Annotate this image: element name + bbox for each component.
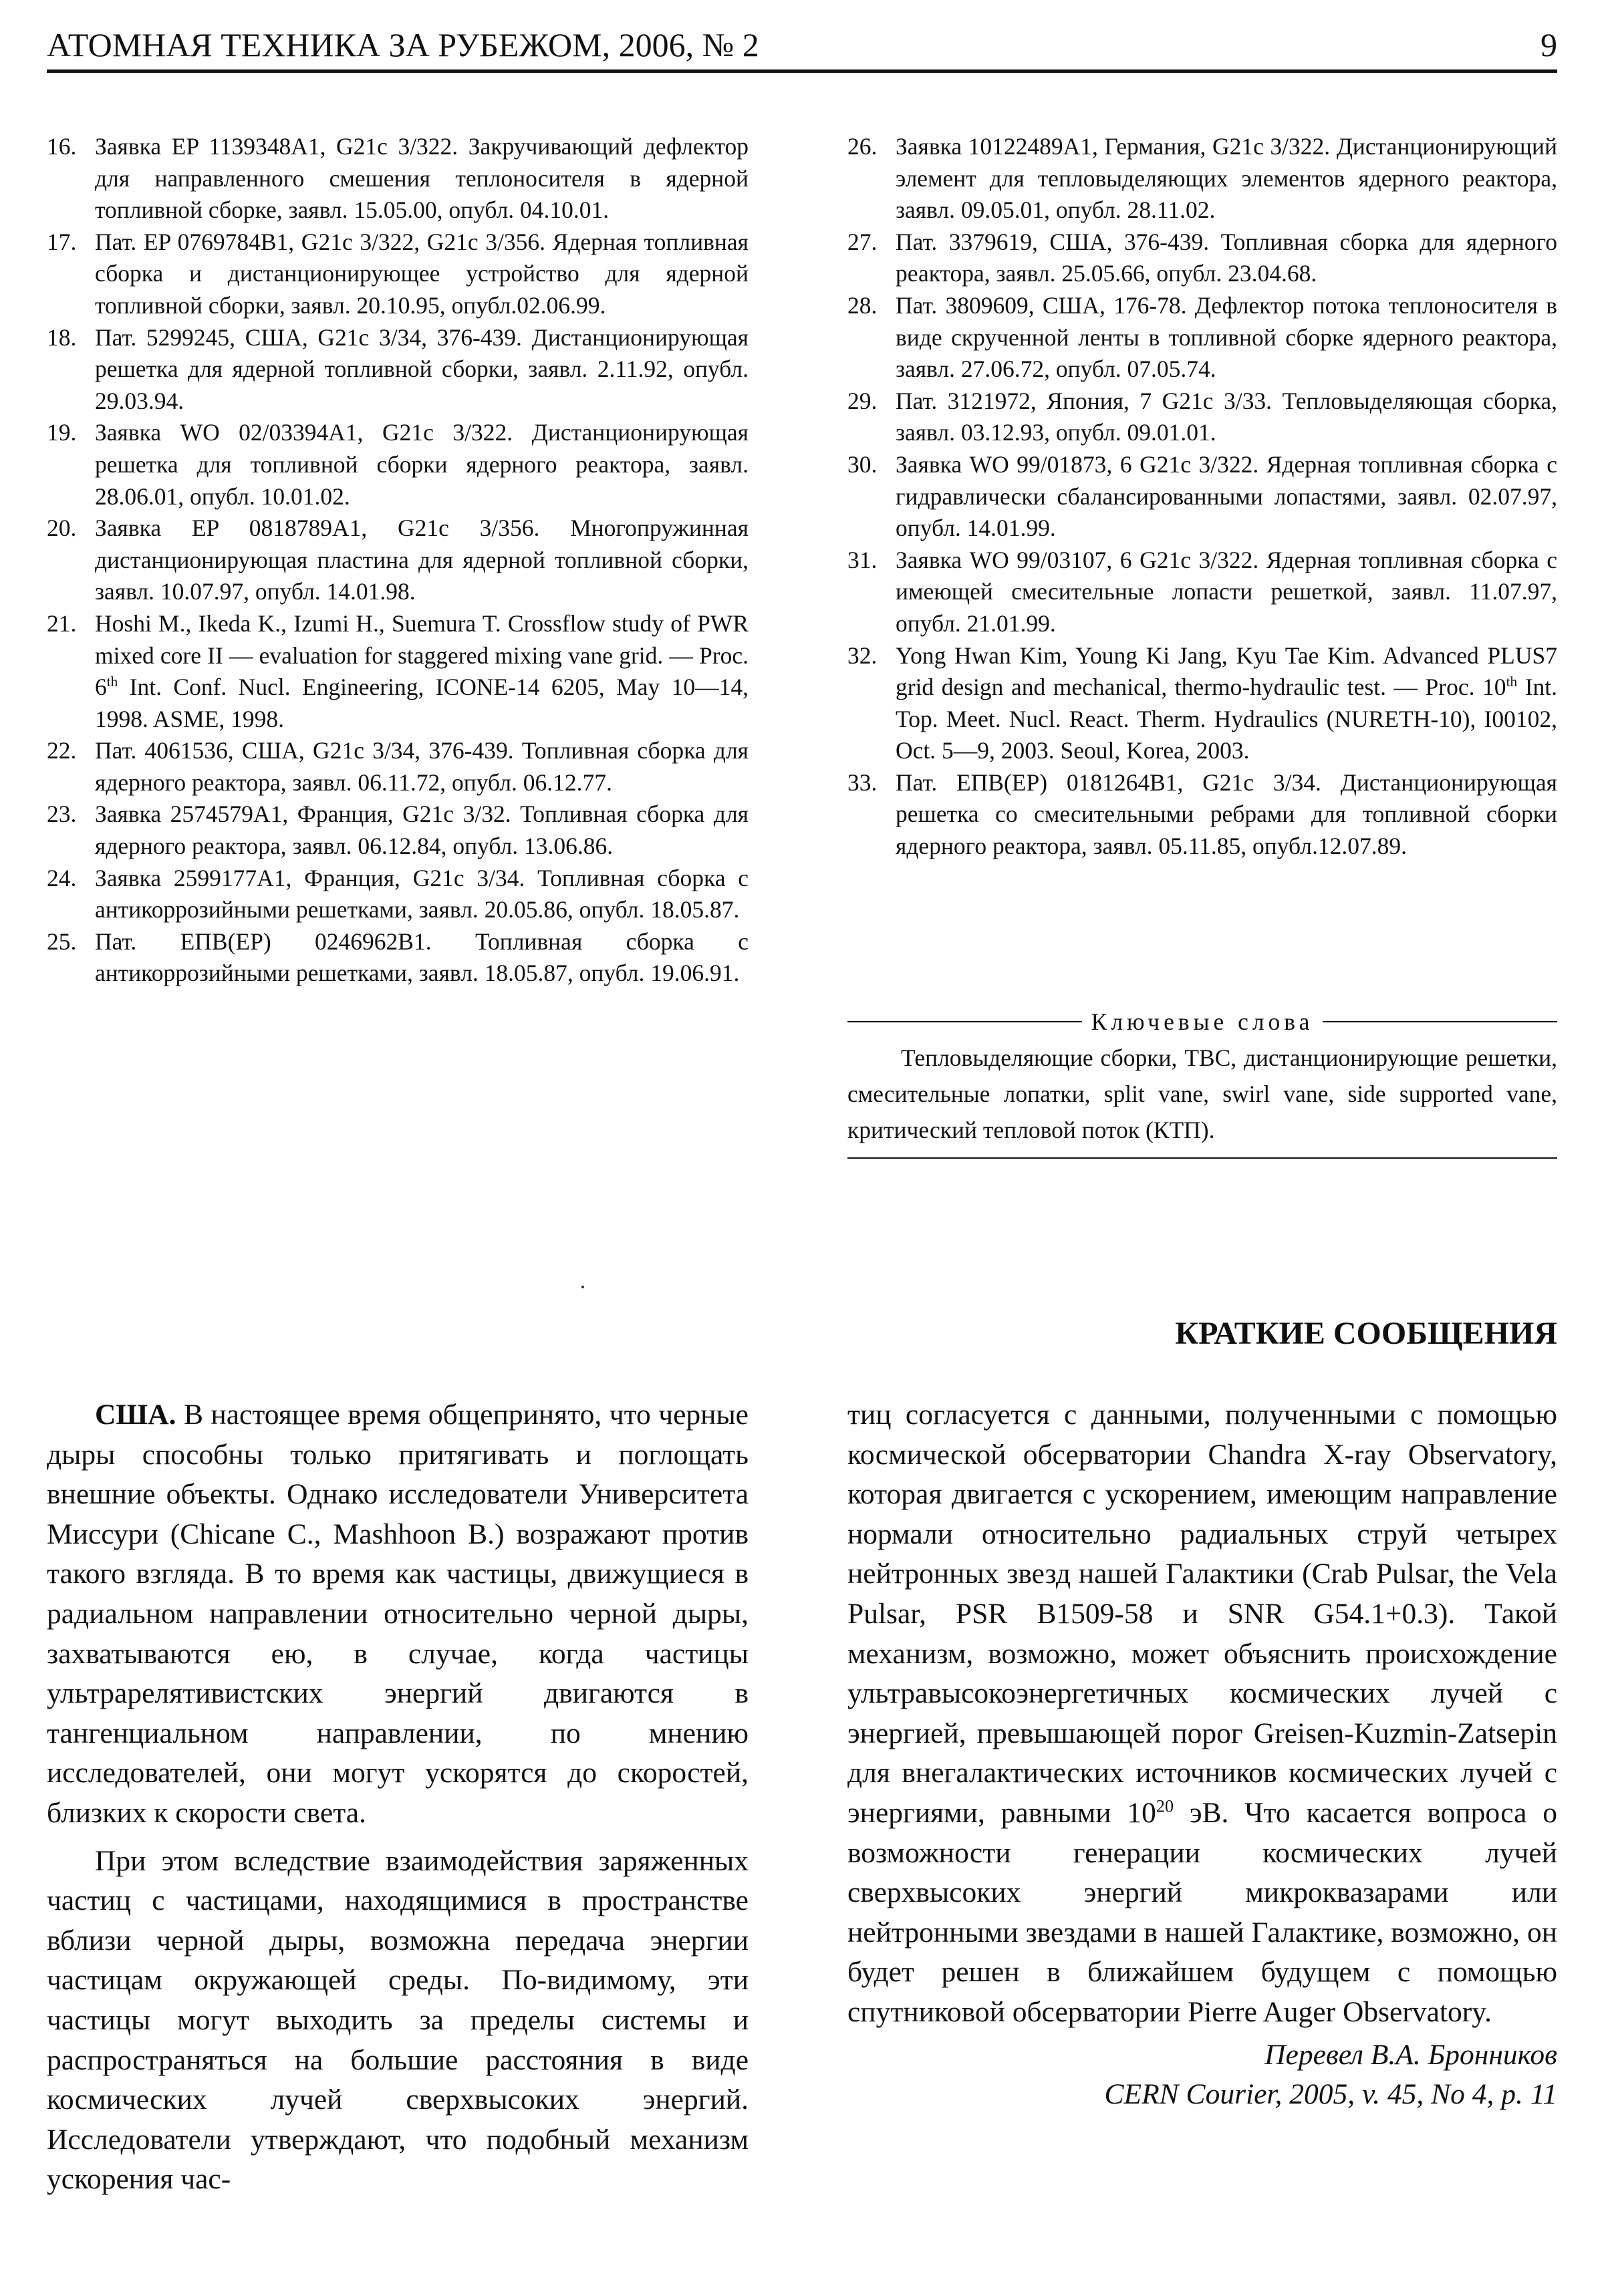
superscript: th — [1506, 674, 1518, 690]
references-left-column — [47, 131, 749, 990]
reference-item — [47, 863, 749, 926]
reference-text: Заявка 2574579A1, Франция, G21c 3/32. Топливная сборка для ядерного реактора, заявл. 06.12.84, опубл. 13.06.86. — [95, 801, 749, 860]
keywords-text: Тепловыделяющие сборки, ТВС, дистанционирующие решетки, смесительные лопатки, split vane, swirl vane, side supported vane, критический тепловой поток (КТП). — [847, 1044, 1557, 1143]
reference-item — [47, 131, 749, 227]
reference-item — [47, 735, 749, 799]
superscript: 20 — [1156, 1796, 1174, 1816]
reference-text-part: Int. Conf. Nucl. Engineering, ICONE-14 6205, May 10—14, 1998. ASME, 1998. — [95, 674, 749, 732]
reference-text: Пат. EP 0769784B1, G21c 3/322, G21c 3/356. Ядерная топливная сборка и дистанционирующее устройство для ядерной топливной сборки, заявл. 20.10.95, опубл.02.06.99. — [95, 228, 749, 319]
reference-item — [847, 131, 1557, 227]
reference-text-part: Hoshi M., Ikeda K., Izumi H., Suemura T. Crossflow study of PWR mixed core II — evaluation for staggered mixing vane grid. — Proc. 6 — [95, 609, 749, 701]
reference-text — [95, 608, 749, 735]
reference-text: Заявка EP 0818789A1, G21c 3/356. Многопружинная дистанционирующая пластина для ядерной топливной сборки, заявл. 10.07.97, опубл. 14.01.98. — [95, 515, 749, 605]
running-header — [47, 25, 1557, 73]
paragraph-text: тиц согласуется с данными, полученными с помощью космической обсерватории Chandra X-ray Observatory, которая двигается с ускорением, имеющим направление нормали относительно радиальных струй четырех нейтронных звезд нашей Галактики (Crab Pulsar, the Vela Pulsar, PSR B1509-58 и SNR G54.1+0.3). Такой механизм, возможно, может объяснить происхождение ультравысокоэнергетичных космических лучей с энергией, превышающей порог Greisen-Kuzmin-Zatsepin для внегалактических источников космических лучей с энергиями, равными 10 — [847, 1399, 1557, 1829]
keywords-caption — [847, 1004, 1557, 1040]
page-number: 9 — [1541, 26, 1557, 63]
reference-text: Пат. 3121972, Япония, 7 G21c 3/33. Тепловыделяющая сборка, заявл. 03.12.93, опубл. 09.01.01. — [896, 387, 1557, 446]
divider — [1323, 1021, 1557, 1022]
divider — [847, 1021, 1082, 1022]
reference-number: 17. — [47, 228, 77, 255]
reference-item — [47, 227, 749, 322]
reference-number: 24. — [47, 864, 77, 891]
paragraph — [47, 1395, 749, 1834]
reference-item — [47, 926, 749, 990]
reference-item — [847, 545, 1557, 640]
reference-text: Заявка 10122489A1, Германия, G21c 3/322. Дистанционирующий элемент для тепловыделяющих элементов ядерного реактора, заявл. 09.05.01, опубл. 28.11.02. — [896, 133, 1557, 224]
reference-number: 33. — [847, 768, 878, 796]
reference-item — [847, 449, 1557, 545]
reference-number: 30. — [847, 450, 878, 478]
reference-text: Заявка EP 1139348A1, G21c 3/322. Закручивающий дефлектор для направленного смешения теплоносителя в ядерной топливной сборке, заявл. 15.05.00, опубл. 04.10.01. — [95, 133, 749, 224]
reference-item — [847, 290, 1557, 386]
reference-item — [847, 227, 1557, 290]
reference-number: 16. — [47, 133, 77, 160]
section-title: КРАТКИЕ СООБЩЕНИЯ — [1175, 1316, 1557, 1351]
reference-number: 31. — [847, 546, 878, 573]
paragraph-text: В настоящее время общепринято, что черные дыры способны только притягивать и поглощать внешние объекты. Однако исследователи Университета Миссури (Chicane C., Mashhoon B.) возражают против такого взгляда. В то время как частицы, движущиеся в радиальном направлении относительно черной дыры, захватываются ею, в случае, когда частицы ультрарелятивистских энергий двигаются в тангенциальном направлении, по мнению исследователей, они могут ускорятся до скоростей, близких к скорости света. — [47, 1399, 749, 1829]
superscript: th — [106, 674, 118, 690]
reference-text: Заявка WO 99/03107, 6 G21c 3/322. Ядерная топливная сборка с имеющей смесительные лопасти решеткой, заявл. 11.07.97, опубл. 21.01.99. — [896, 546, 1557, 637]
keywords-label: Ключевые слова — [1091, 1008, 1314, 1035]
reference-text: Заявка 2599177A1, Франция, G21c 3/34. Топливная сборка с антикоррозийными решетками, заявл. 20.05.86, опубл. 18.05.87. — [95, 864, 749, 923]
paragraph-text: эВ. Что касается вопроса о возможности генерации космических лучей сверхвысоких энергий микроквазарами или нейтронными звездами в нашей Галактике, возможно, он будет решен в ближайшем будущем с помощью спутниковой обсерватории Pierre Auger Observatory. — [847, 1796, 1557, 2028]
reference-text: Пат. 4061536, США, G21c 3/34, 376-439. Топливная сборка для ядерного реактора, заявл. 06.11.72, опубл. 06.12.77. — [95, 737, 749, 796]
paragraph: При этом вследствие взаимодействия заряженных частиц с частицами, находящимися в пространстве вблизи черной дыры, возможна передача энергии частицам окружающей среды. По-видимому, эти частицы могут выходить за пределы системы и распространяться на большие расстояния в виде космических лучей сверхвысоких энергий. Исследователи утверждают, что подобный механизм ускорения час- — [47, 1844, 749, 2196]
reference-text-part: Int. Top. Meet. Nucl. React. Therm. Hydraulics (NURETH-10), I00102, Oct. 5—9, 2003. Seoul, Korea, 2003. — [896, 674, 1557, 764]
journal-title: АТОМНАЯ ТЕХНИКА ЗА РУБЕЖОМ, 2006, № 2 — [47, 26, 759, 63]
reference-text: Пат. ЕПВ(EP) 0246962B1. Топливная сборка с антикоррозийными решетками, заявл. 18.05.87, опубл. 19.06.91. — [95, 927, 749, 987]
translator-credit: Перевел В.А. Бронников — [1264, 2038, 1557, 2071]
reference-number: 21. — [47, 609, 77, 637]
keywords-box — [847, 1004, 1557, 1159]
reference-number: 25. — [47, 927, 77, 955]
source-citation: CERN Courier, 2005, v. 45, No 4, p. 11 — [1104, 2078, 1557, 2111]
article-left-column — [47, 1395, 749, 2200]
reference-text: Пат. 5299245, США, G21c 3/34, 376-439. Дистанционирующая решетка для ядерной топливной сборки, заявл. 2.11.92, опубл. 29.03.94. — [95, 323, 749, 414]
paragraph — [847, 1395, 1557, 2033]
reference-number: 28. — [847, 291, 878, 319]
reference-number: 23. — [47, 801, 77, 828]
reference-text — [896, 640, 1557, 767]
reference-number: 32. — [847, 641, 878, 669]
reference-item — [47, 608, 749, 735]
reference-number: 18. — [47, 323, 77, 351]
reference-text: Заявка WO 02/03394A1, G21c 3/322. Дистанционирующая решетка для топливной сборки ядерного реактора, заявл. 28.06.01, опубл. 10.01.02. — [95, 419, 749, 510]
reference-number: 19. — [47, 419, 77, 446]
reference-text: Заявка WO 99/01873, 6 G21c 3/322. Ядерная топливная сборка с гидравлически сбалансированными лопастями, заявл. 02.07.97, опубл. 14.01.99. — [896, 450, 1557, 542]
reference-number: 29. — [847, 387, 878, 414]
reference-item — [847, 640, 1557, 767]
reference-item — [47, 513, 749, 608]
reference-number: 22. — [47, 737, 77, 764]
reference-number: 27. — [847, 228, 878, 255]
references-right-column — [847, 131, 1557, 863]
article-right-column — [847, 1395, 1557, 2115]
reference-item — [47, 322, 749, 418]
reference-item — [47, 417, 749, 513]
paragraph-lead: США. — [95, 1399, 176, 1431]
reference-number: 20. — [47, 515, 77, 542]
reference-number: 26. — [847, 133, 878, 160]
reference-item — [847, 386, 1557, 449]
reference-item — [47, 799, 749, 862]
reference-text: Пат. ЕПВ(EP) 0181264B1, G21c 3/34. Дистанционирующая решетка со смесительными ребрами для топливной сборки ядерного реактора, заявл. 05.11.85, опубл.12.07.89. — [896, 768, 1557, 860]
reference-text: Пат. 3809609, США, 176-78. Дефлектор потока теплоносителя в виде скрученной ленты в топливной сборке ядерного реактора, заявл. 27.06.72, опубл. 07.05.74. — [896, 291, 1557, 383]
reference-item — [847, 767, 1557, 863]
divider — [847, 1157, 1557, 1159]
speck — [581, 1286, 584, 1288]
reference-text: Пат. 3379619, США, 376-439. Топливная сборка для ядерного реактора, заявл. 25.05.66, опубл. 23.04.68. — [896, 228, 1557, 287]
reference-text-part: Yong Hwan Kim, Young Ki Jang, Kyu Tae Kim. Advanced PLUS7 grid design and mechanical, thermo-hydraulic test. — Proc. 10 — [896, 641, 1557, 701]
